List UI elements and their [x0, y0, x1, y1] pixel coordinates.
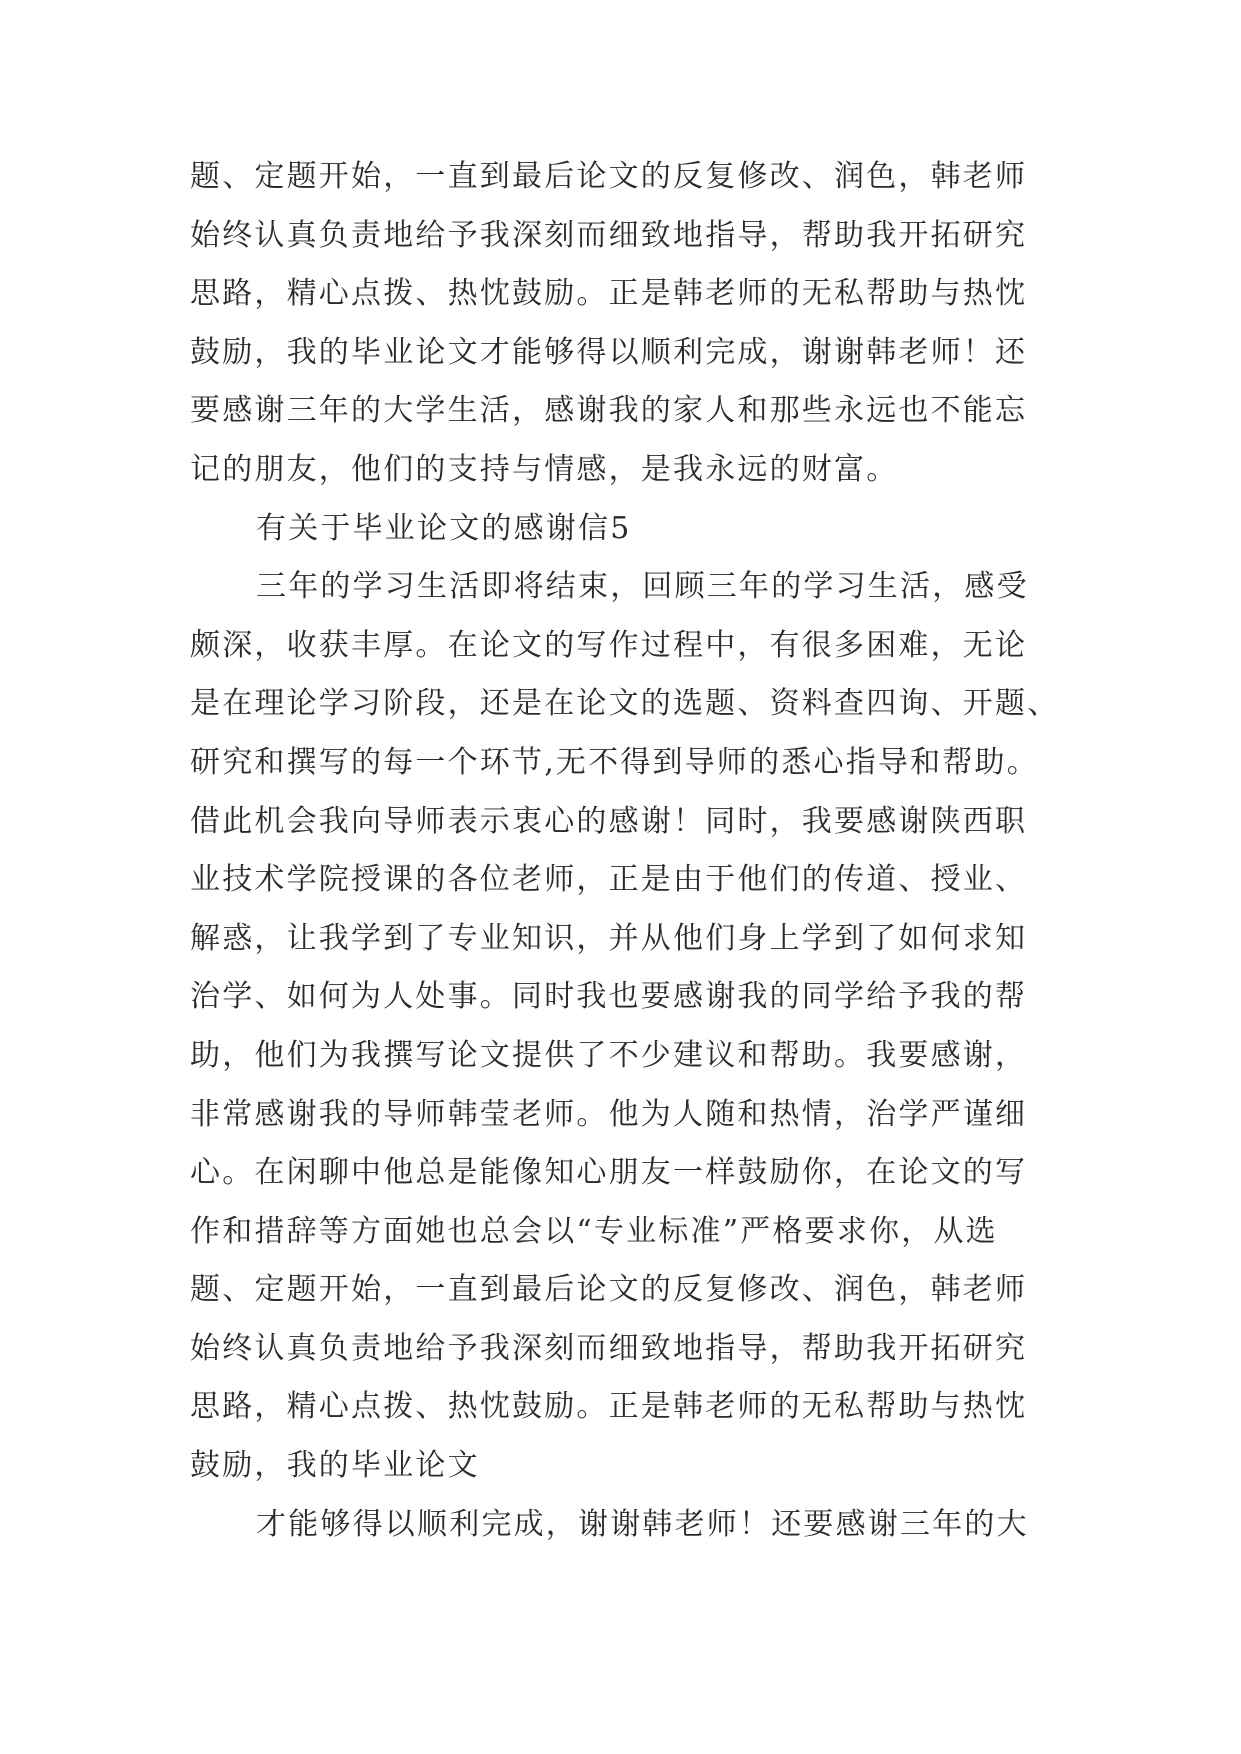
text-line: 三年的学习生活即将结束，回顾三年的学习生活，感受 [256, 569, 1029, 605]
text-line: 非常感谢我的导师韩莹老师。他为人随和热情，治学严谨细 [190, 1096, 1028, 1132]
text-line: 助，他们为我撰写论文提供了不少建议和帮助。我要感谢， [190, 1037, 1028, 1073]
text-line: 才能够得以顺利完成，谢谢韩老师！还要感谢三年的大 [256, 1506, 1029, 1542]
text-line: 鼓励，我的毕业论文 [190, 1448, 480, 1484]
section-heading: 有关于毕业论文的感谢信5 [256, 510, 632, 546]
text-line: 鼓励，我的毕业论文才能够得以顺利完成，谢谢韩老师！还 [190, 334, 1028, 370]
text-line: 解惑，让我学到了专业知识，并从他们身上学到了如何求知 [190, 920, 1028, 956]
paragraph [190, 148, 1050, 500]
text-line: 思路，精心点拨、热忱鼓励。正是韩老师的无私帮助与热忱 [190, 1389, 1028, 1425]
text-line: 治学、如何为人处事。同时我也要感谢我的同学给予我的帮 [190, 979, 1028, 1015]
text-line: 要感谢三年的大学生活，感谢我的家人和那些永远也不能忘 [190, 393, 1028, 429]
text-line: 颇深，收获丰厚。在论文的写作过程中，有很多困难，无论 [190, 627, 1028, 663]
paragraph [190, 1496, 1050, 1555]
text-line: 始终认真负责地给予我深刻而细致地指导，帮助我开拓研究 [190, 1330, 1028, 1366]
text-line: 心。在闲聊中他总是能像知心朋友一样鼓励你，在论文的写 [190, 1155, 1028, 1191]
text-line: 业技术学院授课的各位老师，正是由于他们的传道、授业、 [190, 862, 1028, 898]
text-line: 始终认真负责地给予我深刻而细致地指导，帮助我开拓研究 [190, 217, 1028, 253]
text-line: 思路，精心点拨、热忱鼓励。正是韩老师的无私帮助与热忱 [190, 276, 1028, 312]
text-line: 研究和撰写的每一个环节,无不得到导师的悉心指导和帮助。 [190, 744, 1039, 780]
text-line: 题、定题开始，一直到最后论文的反复修改、润色，韩老师 [190, 159, 1028, 194]
text-line: 是在理论学习阶段，还是在论文的选题、资料查四询、开题、 [190, 686, 1060, 722]
text-line: 记的朋友，他们的支持与情感，是我永远的财富。 [190, 451, 899, 487]
text-line: 借此机会我向导师表示衷心的感谢！同时，我要感谢陕西职 [190, 803, 1028, 839]
text-line: 作和措辞等方面她也总会以“专业标准”严格要求你，从选 [190, 1213, 998, 1249]
document-body [190, 148, 1060, 1554]
paragraph [190, 558, 1060, 1496]
text-line: 题、定题开始，一直到最后论文的反复修改、润色，韩老师 [190, 1272, 1028, 1308]
